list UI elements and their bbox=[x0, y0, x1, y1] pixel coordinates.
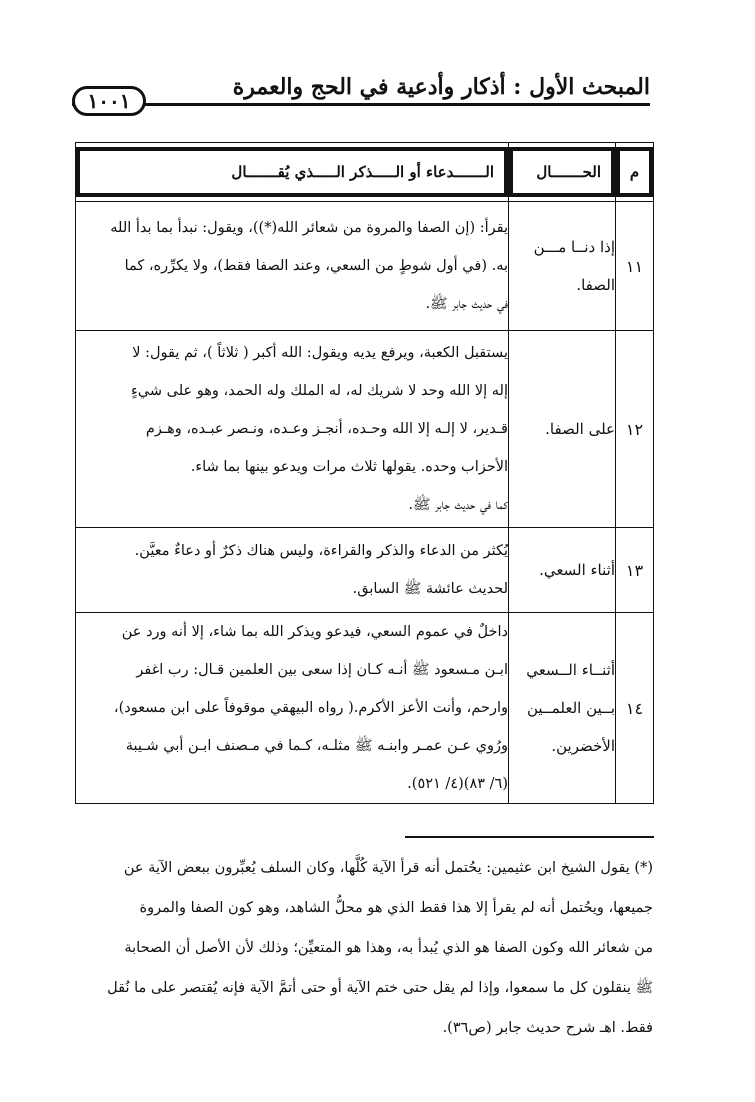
row-state bbox=[509, 528, 616, 613]
dua-line: وارحم، وأنت الأعز الأكرم.( رواه البيهقي موقوفاً على ابن مسعود)، bbox=[113, 700, 508, 716]
dua-line: به. (في أول شوطٍ من السعي، وعند الصفا فقط)، ولا يكرِّره، كما bbox=[124, 258, 508, 274]
state-line: إذا دنــا مـــن bbox=[533, 238, 615, 256]
footnote-line: فقط. اهـ شرح حديث جابر (ص٣٦). bbox=[442, 1020, 653, 1036]
row-number: ١٣ bbox=[616, 528, 654, 613]
dua-line: يقرأ: (إن الصفا والمروة من شعائر الله(*))، ويقول: نبدأ بما بدأ الله bbox=[110, 220, 508, 236]
dua-line: قـدير، لا إلـه إلا الله وحـده، أنجـز وعـده، ونـصر عبـده، وهـزم bbox=[145, 421, 508, 437]
column-header-state-label: الحـــــــال bbox=[536, 163, 601, 181]
footnote-line: (*) يقول الشيخ ابن عثيمين: يحُتمل أنه قرأ الآية كُلَّها، وكان السلف يُعبِّرون ببعض الآية عن bbox=[123, 860, 653, 876]
row-state bbox=[509, 613, 616, 804]
table-header-row bbox=[76, 143, 654, 202]
column-header-number bbox=[616, 143, 654, 202]
page-number: ١٠٠١ bbox=[72, 86, 146, 116]
state-line: أثنــاء الــسعي bbox=[526, 661, 615, 679]
dua-line: يُكثر من الدعاء والذكر والقراءة، وليس هناك ذكرٌ أو دعاءٌ معيَّن. bbox=[134, 543, 508, 559]
dua-line: ابـن مـسعود ﷺ أنـه كـان إذا سعى بين العلمين قـال: رب اغفر bbox=[136, 662, 508, 678]
column-header-dua bbox=[76, 143, 509, 202]
column-header-state bbox=[509, 143, 616, 202]
table-row bbox=[76, 613, 654, 804]
dua-line: (٦/ ٨٣)(٤/ ٥٢١). bbox=[407, 776, 508, 792]
footnote bbox=[75, 848, 653, 1048]
dua-line: إله إلا الله وحد لا شريك له، له الملك وله الحمد، وهو على شيءٍ bbox=[130, 383, 508, 399]
footnote-rule bbox=[405, 836, 654, 838]
header-rule bbox=[72, 103, 650, 106]
state-line: بــين العلمــين bbox=[526, 699, 615, 717]
dua-line: كما في حديث جابر ﷺ. bbox=[408, 497, 508, 513]
row-dua bbox=[76, 331, 509, 528]
table-row bbox=[76, 331, 654, 528]
table-row bbox=[76, 202, 654, 331]
row-dua bbox=[76, 613, 509, 804]
footnote-line: جميعها، ويحُتمل أنه لم يقرأ إلا هذا فقط الذي هو محلُّ الشاهد، وهو كون الصفا والمروة bbox=[139, 900, 653, 916]
row-dua bbox=[76, 528, 509, 613]
table-row bbox=[76, 528, 654, 613]
dua-line: يستقبل الكعبة، ويرفع يديه ويقول: الله أكبر ( ثلاثاً )، ثم يقول: لا bbox=[132, 345, 508, 361]
footnote-line: ﷺ ينقلون كل ما سمعوا، وإذا لم يقل حتى ختم الآية أو حتى أتمَّ الآية فإنه يُقتصر على ما نُقل bbox=[107, 980, 653, 996]
row-number: ١٢ bbox=[616, 331, 654, 528]
row-number: ١٤ bbox=[616, 613, 654, 804]
dua-line: في حديث جابر ﷺ. bbox=[425, 296, 508, 312]
state-line: الأخضرين. bbox=[551, 737, 615, 755]
row-number: ١١ bbox=[616, 202, 654, 331]
dua-line: لحديث عائشة ﷺ السابق. bbox=[352, 581, 508, 597]
column-header-dua-label: الـــــــدعاء أو الـــــذكر الـــــذي يُقـــــــال bbox=[231, 163, 494, 181]
row-dua bbox=[76, 202, 509, 331]
row-state bbox=[509, 202, 616, 331]
dua-table bbox=[75, 142, 654, 804]
dua-line: ورُوي عـن عمـر وابنـه ﷺ مثلـه، كـما في مـصنف ابـن أبي شـيبة bbox=[125, 738, 508, 754]
page-header-title: المبحث الأول : أذكار وأدعية في الحج والعمرة bbox=[232, 74, 650, 100]
dua-line: الأحزاب وحده. يقولها ثلاث مرات ويدعو بينها بما شاء. bbox=[190, 459, 508, 475]
dua-line: داخلٌ في عموم السعي، فيدعو ويذكر الله بما شاء، إلا أنه ورد عن bbox=[121, 624, 508, 640]
column-header-number-label: م bbox=[629, 163, 640, 181]
row-state bbox=[509, 331, 616, 528]
footnote-line: من شعائر الله وكون الصفا هو الذي يُبدأ به، وهذا هو المتعيِّن؛ وذلك لأن الأصل أن الصحابة bbox=[124, 940, 653, 956]
state-line: أثناء السعي. bbox=[539, 561, 615, 579]
state-line: على الصفا. bbox=[545, 420, 615, 438]
state-line: الصفا. bbox=[576, 276, 615, 294]
